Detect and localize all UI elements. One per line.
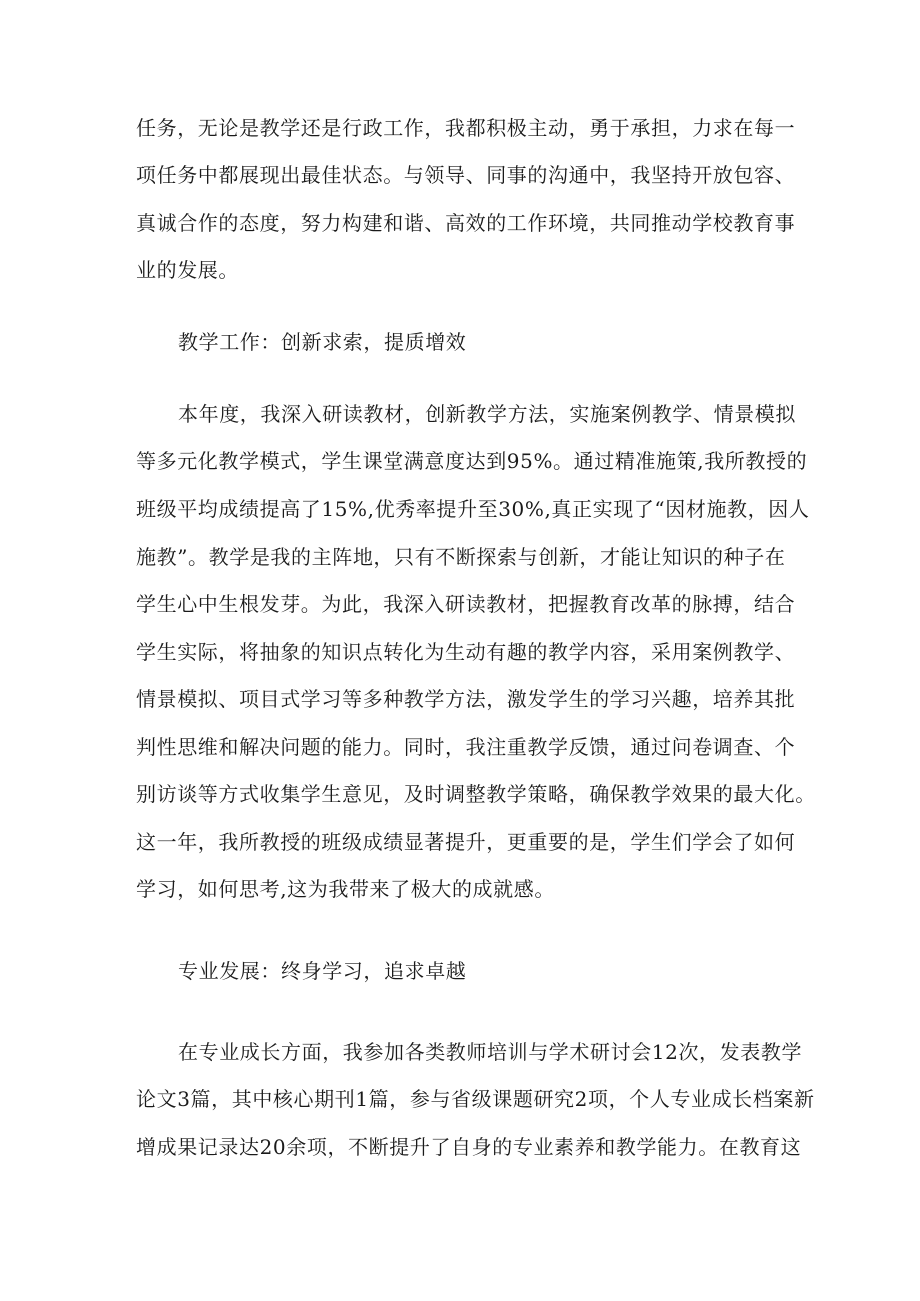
paragraph-3-line: 增成果记录达20余项，不断提升了自身的专业素养和教学能力。在教育这 (136, 1135, 802, 1159)
paragraph-2-line: 本年度，我深入研读教材，创新教学方法，实施案例教学、情景模拟 (178, 402, 796, 426)
paragraph-3-line: 论文3篇，其中核心期刊1篇，参与省级课题研究2项，个人专业成长档案新 (136, 1087, 815, 1111)
paragraph-2-line: 情景模拟、项目式学习等多种教学方法，激发学生的学习兴趣，培养其批 (136, 687, 796, 711)
paragraph-2-line: 施教”。教学是我的主阵地，只有不断探索与创新，才能让知识的种子在 (136, 545, 786, 569)
paragraph-2-line: 学生实际，将抽象的知识点转化为生动有趣的教学内容，采用案例教学、 (136, 640, 796, 664)
paragraph-1-line: 任务，无论是教学还是行政工作，我都积极主动，勇于承担，力求在每一 (136, 116, 796, 140)
paragraph-2-line: 判性思维和解决问题的能力。同时，我注重教学反馈，通过问卷调查、个 (136, 735, 796, 759)
paragraph-2-line: 班级平均成绩提高了15%,优秀率提升至30%,真正实现了“因材施教，因人 (136, 497, 810, 521)
paragraph-3-line: 在专业成长方面，我参加各类教师培训与学术研讨会12次，发表教学 (178, 1040, 803, 1064)
paragraph-2-line: 等多元化教学模式，学生课堂满意度达到95%。通过精准施策,我所教授的 (136, 449, 808, 473)
paragraph-1-line: 真诚合作的态度，努力构建和谐、高效的工作环境，共同推动学校教育事 (136, 211, 796, 235)
paragraph-2-line: 别访谈等方式收集学生意见，及时调整教学策略，确保教学效果的最大化。 (136, 782, 816, 806)
section-heading-teaching: 教学工作：创新求索，提质增效 (178, 330, 467, 354)
paragraph-1-line: 项任务中都展现出最佳状态。与领导、同事的沟通中，我坚持开放包容、 (136, 163, 796, 187)
paragraph-2-line: 学生心中生根发芽。为此，我深入研读教材，把握教育改革的脉搏，结合 (136, 592, 796, 616)
paragraph-1-line: 业的发展。 (136, 258, 239, 282)
section-heading-professional: 专业发展：终身学习，追求卓越 (178, 959, 467, 983)
paragraph-2-line: 这一年，我所教授的班级成绩显著提升，更重要的是，学生们学会了如何 (136, 830, 796, 854)
paragraph-2-line: 学习，如何思考,这为我带来了极大的成就感。 (136, 877, 555, 901)
